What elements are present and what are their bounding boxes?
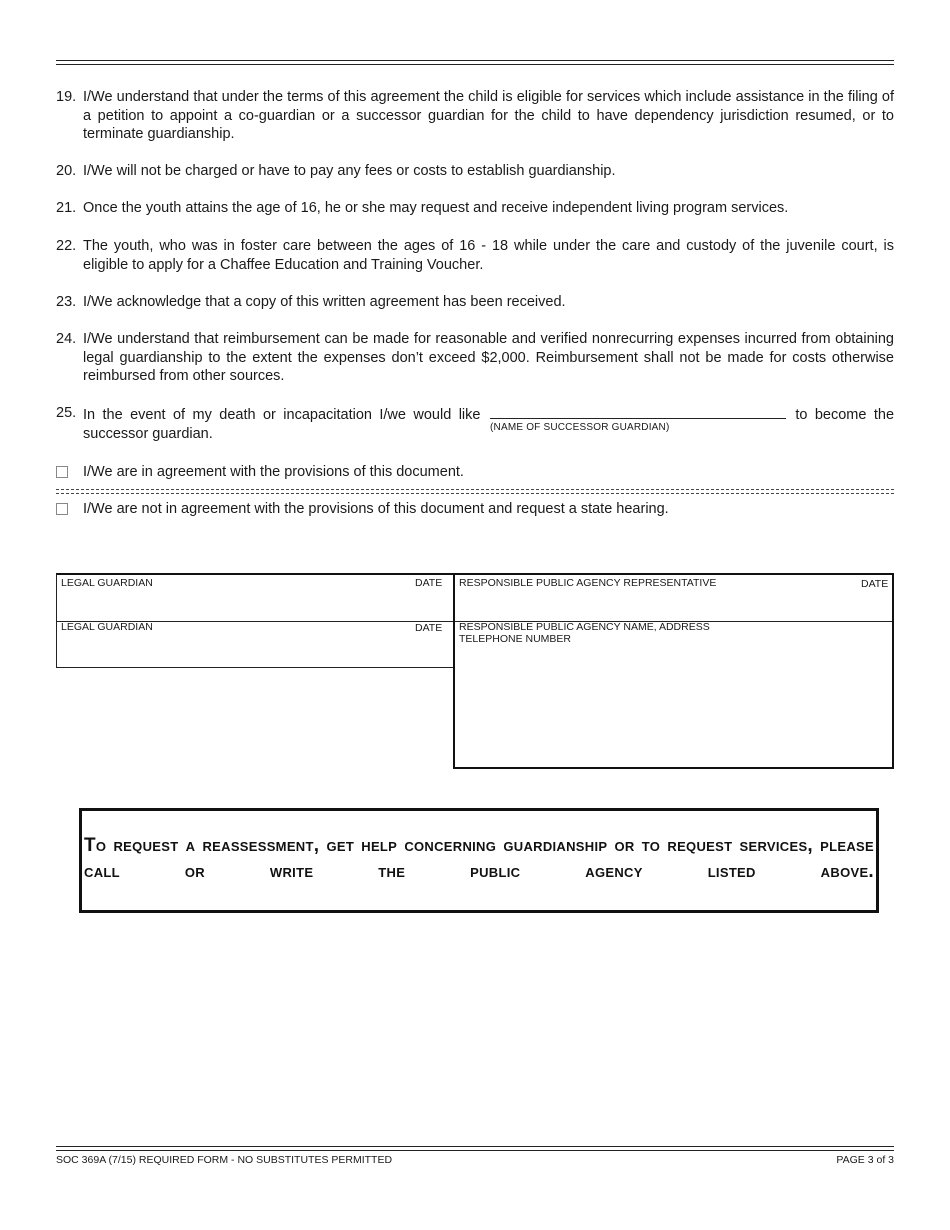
disagree-checkbox[interactable] [56, 503, 68, 515]
clause-number: 24. [56, 331, 77, 347]
date-label: DATE [415, 622, 443, 634]
notice-box [79, 808, 879, 913]
clause-text: I/We acknowledge that a copy of this written agreement has been received. [83, 294, 566, 310]
top-rule-secondary [56, 64, 894, 65]
top-rule [56, 60, 894, 61]
clause-number: 25. [56, 405, 77, 421]
clause-25 [56, 404, 894, 443]
disagree-label: I/We are not in agreement with the provisions of this document and request a state hearing. [83, 501, 669, 517]
clause-text-before: In the event of my death or incapacitation I/we would like [83, 407, 481, 423]
agree-checkbox[interactable] [56, 466, 68, 478]
telephone-label: TELEPHONE NUMBER [459, 633, 572, 645]
clause-text-after: to become the successor guardian. [83, 407, 895, 442]
clause-number: 21. [56, 200, 77, 216]
dashed-separator [56, 489, 894, 490]
clause-text: I/We understand that reimbursement can be made for reasonable and verified nonrecurring expenses incurred from obtaining legal guardianship to the extent the expenses don’t exceed $2,000. Reimbursement shall not be made for costs otherwise reimbursed from other sources. [83, 331, 894, 384]
clause-number: 22. [56, 238, 77, 254]
clause-21 [56, 199, 894, 218]
legal-guardian-2-field[interactable] [56, 621, 455, 668]
date-label: DATE [415, 577, 443, 589]
clause-24 [56, 330, 894, 386]
clause-text: I/We understand that under the terms of this agreement the child is eligible for services which include assistance in the filing of a petition to appoint a co-guardian or a successor guardian for the child to have dependency jurisdiction resumed, or to terminate guardianship. [83, 89, 894, 142]
clause-text: I/We will not be charged or have to pay any fees or costs to establish guardianship. [83, 163, 616, 179]
agency-representative-label: RESPONSIBLE PUBLIC AGENCY REPRESENTATIVE [459, 577, 717, 589]
form-id: SOC 369A (7/15) REQUIRED FORM - NO SUBSTITUTES PERMITTED [56, 1154, 393, 1166]
clause-19 [56, 88, 894, 144]
clause-22 [56, 237, 894, 274]
page-number: PAGE 3 of 3 [836, 1154, 894, 1166]
legal-guardian-1-label: LEGAL GUARDIAN [61, 577, 153, 589]
clause-number: 20. [56, 163, 77, 179]
notice-text: To request a reassessment, get help concerning guardianship or to request services, please call or write the public agency listed above. [84, 835, 874, 882]
clause-text: The youth, who was in foster care between the ages of 16 - 18 while under the care and custody of the juvenile court, is eligible to apply for a Chaffee Education and Training Voucher. [83, 238, 894, 273]
agency-contact-field[interactable] [453, 621, 894, 769]
clause-number: 23. [56, 294, 77, 310]
agree-label: I/We are in agreement with the provisions of this document. [83, 464, 464, 480]
successor-guardian-field[interactable] [490, 404, 786, 419]
clause-text: Once the youth attains the age of 16, he or she may request and receive independent living program services. [83, 200, 789, 216]
clause-23 [56, 293, 894, 312]
agency-name-label: RESPONSIBLE PUBLIC AGENCY NAME, ADDRESS [459, 621, 710, 633]
legal-guardian-2-label: LEGAL GUARDIAN [61, 621, 153, 633]
clause-20 [56, 162, 894, 181]
bottom-rule [56, 1146, 894, 1147]
successor-guardian-label: (NAME OF SUCCESSOR GUARDIAN) [490, 422, 670, 433]
date-label: DATE [861, 578, 889, 590]
dashed-separator-secondary [56, 493, 894, 494]
legal-guardian-1-field[interactable] [56, 573, 455, 622]
agency-representative-field[interactable] [453, 573, 894, 622]
bottom-rule-secondary [56, 1150, 894, 1151]
clause-number: 19. [56, 89, 77, 105]
clause-text [83, 404, 894, 443]
